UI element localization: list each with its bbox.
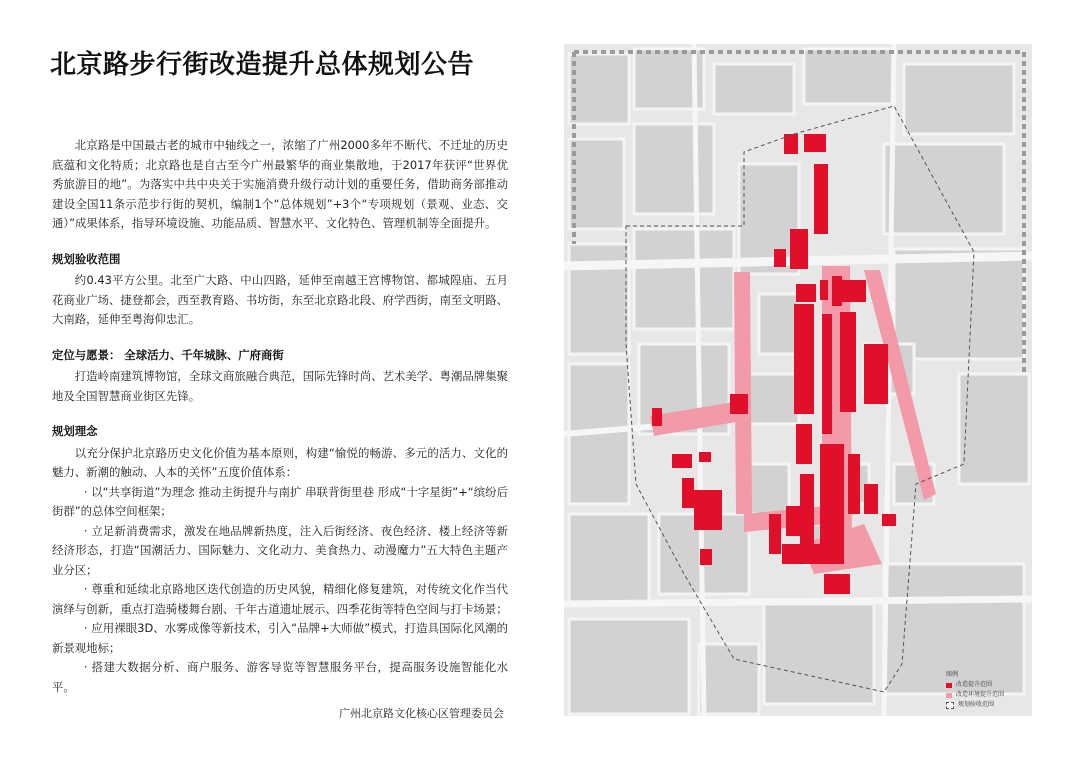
- legend-item: [946, 680, 1004, 690]
- section-heading-scope: 规划验收范围: [52, 251, 121, 266]
- planning-map: [564, 44, 1032, 716]
- concept-paragraph: 以充分保护北京路历史文化价值为基本原则，构建“愉悦的畅游、多元的活力、文化的魅力、新潮的触动、人本的关怀”五度价值体系：: [52, 445, 508, 479]
- concept-bullet: · 应用裸眼3D、水雾成像等新技术，引入“品牌+大师做”模式，打造具国际化风潮的新景观地标；: [52, 621, 508, 655]
- issuer-signature: 广州北京路文化核心区管理委员会: [339, 707, 504, 720]
- page-title: 北京路步行街改造提升总体规划公告: [50, 50, 475, 80]
- scope-paragraph: 约0.43平方公里。北至广大路、中山四路，延伸至南越王宫博物馆、都城隍庙、五月花商业广场、捷登都会，西至教育路、书坊街，东至北京路北段、府学西街，南至文明路、大南路，延伸至粤海仰忠汇。: [52, 273, 508, 326]
- announcement-body: [52, 136, 508, 697]
- map-legend: [946, 670, 1004, 710]
- legend-title: 图例: [946, 671, 959, 678]
- legend-item: [946, 700, 1004, 710]
- legend-label: 规划验收范围: [958, 701, 995, 708]
- concept-bullet: · 搭建大数据分析、商户服务、游客导览等智慧服务平台，提高服务设施智能化水平。: [52, 660, 508, 694]
- concept-bullet: · 尊重和延续北京路地区迭代创造的历史风貌，精细化修复建筑，对传统文化作当代演绎与创新，重点打造骑楼舞台剧、千年古道遗址展示、四季花街等特色空间与打卡场景；: [52, 582, 508, 616]
- legend-swatch-boundary: [946, 702, 954, 709]
- concept-bullet: · 以“共享街道”为理念 推动主街提升与南扩 串联背街里巷 形成“十字星街”+“缤纷后街群”的总体空间框架；: [52, 484, 508, 518]
- legend-label: 改造提升范围: [956, 681, 993, 688]
- concept-bullet: · 立足新消费需求，激发在地品牌新热度，注入后街经济、夜色经济、楼上经济等新经济形态，打造“国潮活力、国际魅力、文化动力、美食热力、动漫魔力”五大特色主题产业分区；: [52, 523, 508, 577]
- legend-label: 改造环境提升范围: [956, 691, 1005, 698]
- intro-paragraph: 北京路是中国最古老的城市中轴线之一，浓缩了广州2000多年不断代、不迁址的历史底蕴和文化特质；北京路也是自古至今广州最繁华的商业集散地，于2017年获评“世界优秀旅游目的地”。为落实中共中央关于实施消费升级行动计划的重要任务，借助商务部推动建设全国11条示范步行街的契机，编制1个“总体规划”+3个“专项规划（景观、业态、交通）”成果体系，指导环境设施、功能品质、智慧水平、文化特色、管理机制等全面提升。: [52, 138, 508, 230]
- positioning-paragraph: 打造岭南建筑博物馆，全球文商旅融合典范，国际先锋时尚、艺术美学、粤潮品牌集聚地及全国智慧商业街区先锋。: [52, 369, 508, 403]
- legend-item: [946, 690, 1004, 700]
- legend-swatch-pink: [946, 693, 952, 698]
- section-heading-positioning: 定位与愿景： 全球活力、千年城脉、广府商街: [52, 347, 284, 362]
- legend-swatch-red: [946, 683, 952, 688]
- section-heading-concept: 规划理念: [52, 424, 98, 438]
- map-drawing: [564, 44, 1032, 716]
